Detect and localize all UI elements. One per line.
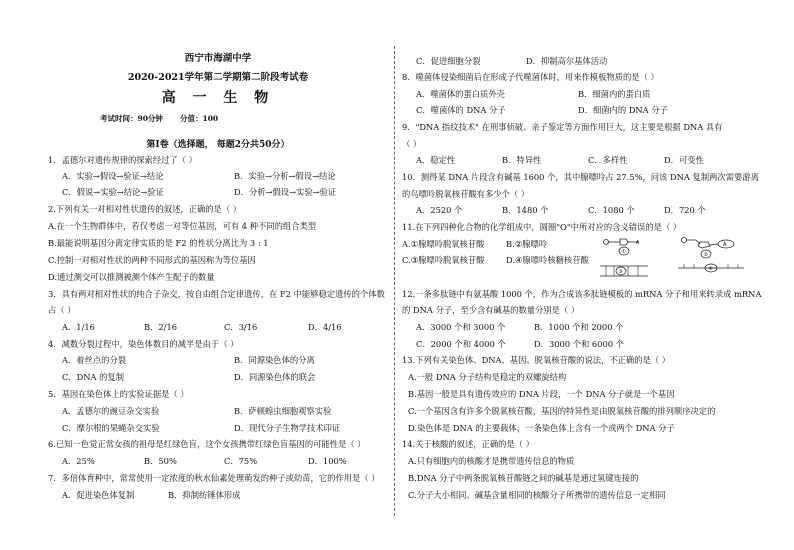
- diagram-1: [604, 239, 641, 255]
- option-3d: D．4/16: [308, 322, 342, 332]
- exam-time: 考试时间：90分钟: [100, 114, 163, 123]
- option-11d: D.④腺嘌呤核糖核苷酸: [506, 255, 589, 265]
- question-8: 8．噬菌体侵染细菌后在形成子代噬菌体时，用来作模板物质的是（ ）: [402, 72, 659, 82]
- question-9-line2: （ ）: [402, 139, 422, 149]
- question-9-line1: 9．"DNA 指纹技术" 在刑事侦破、亲子鉴定等方面作用巨大，这主要是根据 DNA 具有: [402, 122, 723, 132]
- right-column: [402, 0, 762, 550]
- option-3a: A．1/16: [62, 322, 95, 332]
- option-14a: A.只有细胞内的核酸才是携带遗传信息的物质: [408, 456, 575, 466]
- option-10c: C．1080 个: [588, 205, 635, 215]
- option-1b: B．实验→分析→假设→结论: [234, 171, 336, 181]
- diagram-2: [682, 238, 735, 259]
- option-3b: B．2/16: [144, 322, 178, 332]
- option-7a: A．促进染色体复制: [62, 490, 135, 500]
- option-10d: D．720 个: [664, 205, 706, 215]
- diagram-label-4: ④: [708, 266, 713, 272]
- diagram-label-3: ③: [618, 269, 623, 275]
- question-3-line2: 占（ ）: [48, 305, 76, 315]
- option-4a: A．着丝点的分裂: [62, 355, 127, 365]
- option-7b: B．抑制纺锤体形成: [168, 490, 241, 500]
- option-9b: B．特异性: [502, 155, 542, 165]
- question-12-line1: 12.一条多肽链中有氨基酸 1000 个，作为合成该多肽链模板的 mRNA 分子和用来转录成 mRNA: [402, 289, 762, 299]
- option-11c: C.③腺嘌呤脱氧核苷酸: [402, 255, 485, 265]
- option-12c: C．2000 个和 4000 个: [416, 339, 506, 349]
- option-1d: D．分析→假设→实验→验证: [234, 187, 337, 197]
- option-11a: A.①腺嘌呤脱氧核苷酸: [402, 239, 485, 249]
- option-8c: C．噬菌体的 DNA 分子: [416, 105, 506, 115]
- option-5b: B．萨顿蝗虫细胞观察实验: [234, 406, 332, 416]
- question-1: 1．孟德尔对遗传规律的探索经过了（ ）: [48, 155, 197, 165]
- column-divider: [394, 46, 395, 516]
- option-9c: C．多样性: [588, 155, 628, 165]
- option-6c: C．75%: [224, 456, 258, 466]
- option-13a: A.一般 DNA 分子结构是稳定的双螺旋结构: [408, 372, 567, 382]
- option-7d: D．抑制高尔基体活动: [526, 56, 608, 66]
- option-11b: B.②腺嘌呤: [506, 239, 548, 249]
- option-2d: D.通过测交可以推测被测个体产生配子的数量: [48, 272, 215, 282]
- option-2b: B.最能说明基因分离定律实质的是 F2 的性状分离比为 3 : 1: [48, 238, 269, 248]
- option-12a: A．3000 个和 3000 个: [416, 322, 506, 332]
- exam-title: 2020-2021学年第二学期第二阶段考试卷: [127, 72, 309, 83]
- question-2: 2.下列有关一对相对性状遗传的叙述，正确的是（ ）: [48, 204, 242, 214]
- diagram-4: [678, 264, 744, 272]
- option-5c: C．摩尔根的果蝇杂交实验: [62, 423, 160, 433]
- option-13b: B.基因一般是具有遗传效应的 DNA 片段，一个 DNA 分子就是一个基因: [408, 389, 675, 399]
- option-4c: C．DNA 的复制: [62, 372, 125, 382]
- option-4d: D．同源染色体的联会: [234, 372, 316, 382]
- question-12-line2: 的 DNA 分子，至少含有碱基的数量分别是（ ）: [402, 305, 580, 315]
- question-7: 7．多倍体育种中，常常使用一定浓度的秋水仙素处理萌发的种子或幼苗，它的作用是（ ）: [48, 473, 380, 483]
- compound-diagrams: [598, 234, 748, 284]
- svg-text:A: A: [723, 242, 727, 248]
- school-name: 西宁市海湖中学: [184, 53, 252, 64]
- option-1a: A．实验→假设→验证→结论: [62, 171, 164, 181]
- compound-diagrams-svg: [598, 234, 748, 284]
- diagram-label-2: ②: [703, 252, 708, 258]
- option-10b: B．1480 个: [502, 205, 549, 215]
- question-10-line1: 10．测得某 DNA 片段含有碱基 1600 个，其中腺嘌呤占 27.5%，问该 DNA 复制两次需要游离: [402, 172, 759, 182]
- option-1c: C．假说→实验→结论→验证: [62, 187, 164, 197]
- option-3c: C．3/16: [224, 322, 258, 332]
- option-4b: B．同源染色体的分离: [234, 355, 315, 365]
- option-13d: D.染色体是 DNA 的主要载体，一条染色体上含有一个或两个 DNA 分子: [408, 423, 675, 433]
- question-14: 14.关于核酸的叙述，正确的是（ ）: [402, 439, 534, 449]
- option-13c: C.一个基因含有许多个脱氧核苷酸，基因的特异性是由脱氧核苷酸的排列顺序决定的: [408, 406, 716, 416]
- option-7c: C．促进细胞分裂: [416, 56, 481, 66]
- option-2a: A.在一个生物群体中，若仅考虑一对等位基因，可有 4 种不同的组合类型: [48, 221, 317, 231]
- option-9d: D．可变性: [664, 155, 704, 165]
- left-column: [48, 0, 388, 550]
- option-12d: D．3000 个和 6000 个: [534, 339, 624, 349]
- option-10a: A．2520 个: [416, 205, 463, 215]
- section-heading: 第Ⅰ卷（选择题， 每题2分共50分）: [146, 140, 290, 150]
- option-8a: A．噬菌体的蛋白质外壳: [416, 89, 505, 99]
- question-4: 4．减数分裂过程中，染色体数目的减半是由于（ ）: [48, 339, 239, 349]
- question-13: 13.下列有关染色体、DNA、基因、脱氧核苷酸的说法，不正确的是（ ）: [402, 355, 671, 365]
- option-2c: C.控制一对相对性状的两种不同形式的基因称为等位基因: [48, 255, 256, 265]
- option-9a: A．稳定性: [416, 155, 456, 165]
- svg-text:A: A: [636, 239, 640, 246]
- option-6b: B．50%: [144, 456, 177, 466]
- option-14c: C.分子大小相同、碱基含量相同的核酸分子所携带的遗传信息一定相同: [408, 490, 666, 500]
- option-6a: A．25%: [62, 456, 95, 466]
- question-6: 6.已知一色觉正常女孩的祖母是红绿色盲，这个女孩携带红绿色盲基因的可能性是（ ）: [48, 439, 366, 449]
- option-8b: B．细菌内的蛋白质: [578, 89, 651, 99]
- question-10-line2: 的鸟嘌呤脱氧核苷酸有多少个（ ）: [402, 189, 530, 199]
- question-5: 5．基因在染色体上的实验证据是（ ）: [48, 389, 189, 399]
- option-6d: D．100%: [308, 456, 347, 466]
- diagram-3: [600, 266, 648, 276]
- subject-title: 高 一 生 物: [161, 90, 275, 106]
- question-11: 11.在下列四种化合物的化学组成中，圆圈"O"中所对应的含义错误的是（ ）: [402, 222, 682, 232]
- diagram-label-1: ①: [621, 249, 626, 255]
- option-5a: A．孟德尔的豌豆杂交实验: [62, 406, 160, 416]
- option-12b: B．1000 个和 2000 个: [534, 322, 624, 332]
- question-3-line1: 3．具有两对相对性状的纯合子杂交，按自由组合定律遗传，在 F2 中能够稳定遗传的个体数: [48, 289, 385, 299]
- exam-score: 分值：100: [180, 114, 219, 123]
- option-5d: D．现代分子生物学技术印证: [234, 423, 341, 433]
- option-8d: D．细菌内的 DNA 分子: [578, 105, 668, 115]
- option-14b: B.DNA 分子中两条脱氧核苷酸链之间的碱基是通过氢键连接的: [408, 473, 639, 483]
